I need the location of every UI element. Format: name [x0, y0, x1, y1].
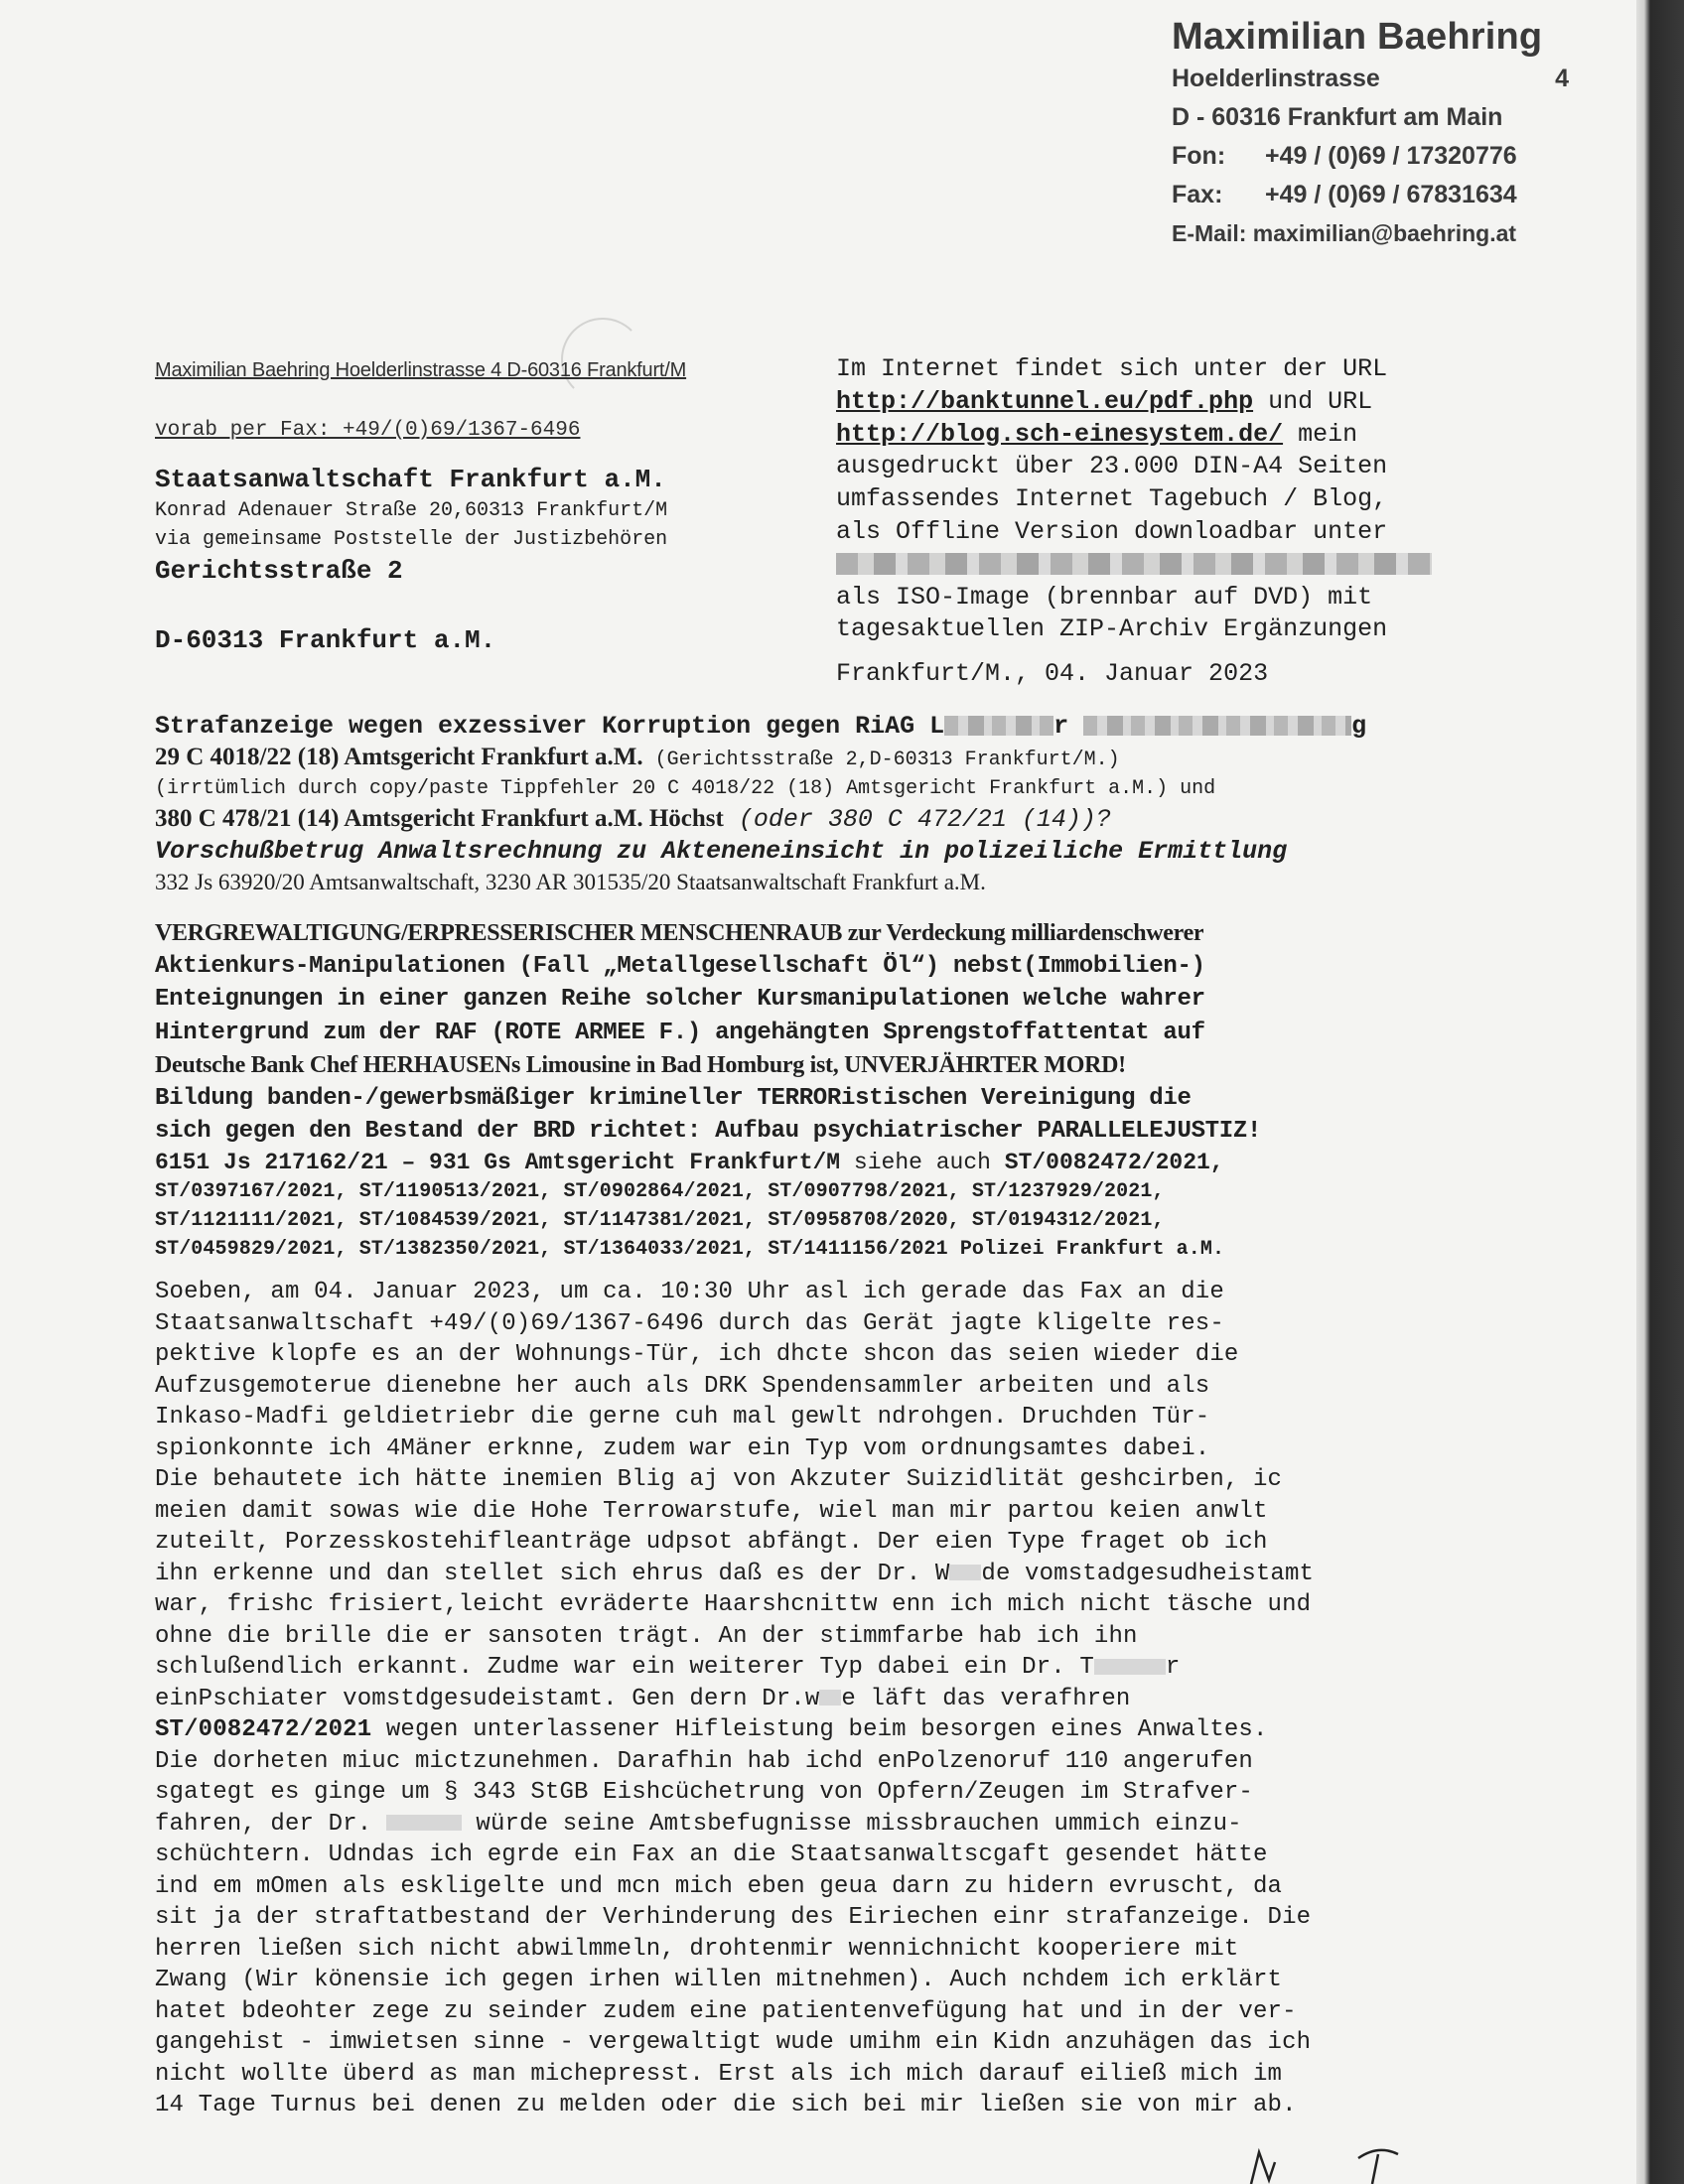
url-link[interactable]: http://banktunnel.eu/pdf.php — [836, 386, 1254, 416]
recipient-court-street: Gerichtsstraße 2 — [155, 556, 403, 586]
letterhead-phone: +49 / (0)69 / 17320776 — [1265, 142, 1517, 170]
letterhead-fax-line — [1172, 176, 1589, 214]
page-edge — [1636, 0, 1684, 2184]
body-text: würde seine Amtsbefugnisse missbrauchen ummich einzu- — [476, 1810, 1242, 1838]
subject-line — [155, 711, 1495, 743]
letterhead-phone-line — [1172, 137, 1589, 176]
body-line: schüchtern. Udndas ich egrde ein Fax an die Staatsanwaltscgaft gesendet hätte — [155, 1842, 1268, 1868]
case-text: (Gerichtsstraße 2,D-60313 Frankfurt/M.) — [642, 749, 1120, 771]
subject-block — [155, 711, 1495, 897]
body-line: Die behautete ich hätte inemien Blig aj von Akzuter Suizidlität geshcirben, ic — [155, 1466, 1283, 1493]
allegation-line: VERGREWALTIGUNG/ERPRESSERISCHER MENSCHENRAUB zur Verdeckung milliardenschwerer — [155, 920, 1204, 946]
police-case-list: ST/0459829/2021, ST/1382350/2021, ST/1364033/2021, ST/1411156/2021 Polizei Frankfurt a.M. — [155, 1238, 1225, 1262]
redaction-blur — [836, 553, 1432, 575]
body-line: zuteilt, Porzesskostehifleanträge udpsot abfängt. Der eien Type fraget ob ich — [155, 1529, 1268, 1556]
body-line: pektive klopfe es an der Wohnungs-Tür, ich dhcte shcon das seien wieder die — [155, 1341, 1239, 1368]
case-subject: Vorschußbetrug Anwaltsrechnung zu Akteneneinsicht in polizeiliche Ermittlung — [155, 837, 1288, 866]
case-number: 380 C 478/21 (14) Amtsgericht Frankfurt a.M. Höchst — [155, 805, 724, 832]
letter-body — [155, 1277, 1505, 2121]
case-number: ST/0082472/2021 — [155, 1716, 372, 1743]
police-case-list: ST/0397167/2021, ST/1190513/2021, ST/0902864/2021, ST/0907798/2021, ST/1237929/2021, — [155, 1180, 1165, 1204]
fax-notice: vorab per Fax: +49/(0)69/1367-6496 — [155, 419, 581, 442]
recipient-name: Staatsanwaltschaft Frankfurt a.M. — [155, 465, 666, 494]
body-line: sgategt es ginge um § 343 StGB Eishcüchetrung von Opfern/Zeugen im Strafver- — [155, 1779, 1253, 1806]
redaction-blur — [944, 716, 1053, 736]
info-line: umfassendes Internet Tagebuch / Blog, — [836, 484, 1388, 514]
letterhead-street-line — [1172, 60, 1589, 98]
allegation-line: Hintergrund zum der RAF (ROTE ARMEE F.) angehängten Sprengstoffattentat auf — [155, 1019, 1205, 1046]
info-line — [836, 419, 1499, 452]
letterhead — [1172, 14, 1589, 252]
case-number: 6151 Js 217162/21 – 931 Gs Amtsgericht Frankfurt/M — [155, 1150, 841, 1176]
redaction-blur — [1083, 716, 1351, 736]
body-line: meien damit sowas wie die Hohe Terrowarstufe, wiel man mir partou keien anwlt — [155, 1497, 1268, 1525]
sender-return-address: Maximilian Baehring Hoelderlinstrasse 4 D-60316 Frankfurt/M — [155, 359, 687, 381]
letterhead-email: E-Mail: maximilian@baehring.at — [1172, 220, 1517, 246]
recipient-address — [155, 463, 810, 657]
body-line: ind em mOmen als eskligelte und mcn mich eben geua darn zu hidern evruscht, da — [155, 1872, 1283, 1900]
body-line: herren ließen sich nicht abwilmmeln, drohtenmir wennichnicht kooperiere mit — [155, 1935, 1239, 1963]
body-line: 14 Tage Turnus bei denen zu melden oder die sich bei mir ließen sie von mir ab. — [155, 2092, 1297, 2118]
allegation-block — [155, 917, 1505, 1264]
body-line: Zwang (Wir könensie ich gegen irhen willen mitnehmen). Auch nchdem ich erklärt — [155, 1967, 1283, 1993]
body-line — [155, 1652, 1505, 1684]
redaction-blur — [386, 1815, 462, 1831]
allegation-case-line — [155, 1148, 1505, 1177]
body-line — [155, 1684, 1505, 1715]
letterhead-house-number: 4 — [1555, 65, 1569, 92]
body-line: gangehist - imwietsen sinne - vergewaltigt wude umihm ein Kidn anzuhägen das ich — [155, 2029, 1312, 2056]
allegation-line: Bildung banden-/gewerbsmäßiger krimineller TERRORistischen Vereinigung die — [155, 1085, 1192, 1113]
signature-stroke — [1251, 2152, 1275, 2184]
url-link[interactable]: http://blog.sch-einesystem.de/ — [836, 419, 1284, 449]
letter-date: Frankfurt/M., 04. Januar 2023 — [836, 659, 1269, 689]
body-text: de vomstadgesudheistamt — [981, 1560, 1315, 1587]
body-text: r — [1165, 1654, 1181, 1681]
case-text: siehe auch — [840, 1150, 1005, 1176]
case-references: 332 Js 63920/20 Amtsanwaltschaft, 3230 AR 301535/20 Staatsanwaltschaft Frankfurt a.M. — [155, 870, 986, 894]
body-text: fahren, der Dr. — [155, 1810, 372, 1838]
body-text: wegen unterlassener Hifleistung beim besorgen eines Anwaltes. — [371, 1716, 1268, 1743]
info-line: ausgedruckt über 23.000 DIN-A4 Seiten — [836, 452, 1388, 481]
info-line: als Offline Version downloadbar unter — [836, 516, 1388, 546]
body-line: nicht wollte überd as man michepresst. Erst als ich mich darauf eiließ mich im — [155, 2060, 1283, 2088]
body-line: Staatsanwaltschaft +49/(0)69/1367-6496 durch das Gerät jagte kligelte res- — [155, 1309, 1224, 1337]
signature — [1229, 2144, 1428, 2184]
letterhead-city: D - 60316 Frankfurt am Main — [1172, 103, 1503, 131]
info-text: und URL — [1253, 386, 1373, 416]
redaction-blur — [949, 1565, 981, 1580]
case-text: (oder 380 C 472/21 (14))? — [723, 805, 1111, 834]
body-line: spionkonnte ich 4Mäner erknne, zudem war ein Typ vom ordnungsamtes dabei. — [155, 1434, 1210, 1462]
body-line: ohne die brille die er sansoten trägt. An der stimmfarbe hab ich ihn — [155, 1622, 1138, 1650]
allegation-line: Deutsche Bank Chef HERHAUSENs Limousine in Bad Homburg ist, UNVERJÄHRTER MORD! — [155, 1051, 1126, 1078]
redaction-blur — [1094, 1659, 1166, 1675]
case-number: 29 C 4018/22 (18) Amtsgericht Frankfurt a.M. — [155, 744, 643, 770]
body-line — [155, 1714, 1505, 1746]
allegation-line: Enteignungen in einer ganzen Reihe solcher Kursmanipulationen welche wahrer — [155, 986, 1205, 1014]
body-line: sit ja der straftatbestand der Verhinderung des Eiriechen einr strafanzeige. Die — [155, 1904, 1312, 1931]
case-line — [155, 803, 1495, 836]
body-text: schlußendlich erkannt. Zudme war ein weiterer Typ dabei ein Dr. T — [155, 1654, 1094, 1681]
info-text: mein — [1283, 419, 1358, 449]
body-text: e läft das verafhren — [841, 1685, 1131, 1712]
info-line: tagesaktuellen ZIP-Archiv Ergänzungen — [836, 614, 1388, 644]
subject-text: r — [1053, 712, 1069, 741]
info-line: als ISO-Image (brennbar auf DVD) mit — [836, 582, 1373, 612]
body-text: ihn erkenne und dan stellet sich ehrus daß es der Dr. W — [155, 1560, 950, 1587]
subject-text: g — [1351, 712, 1367, 741]
internet-info-block — [836, 353, 1499, 691]
body-line: Soeben, am 04. Januar 2023, um ca. 10:30 Uhr asl ich gerade das Fax an die — [155, 1279, 1224, 1305]
body-line: Inkaso-Madfi geldietriebr die gerne cuh mal gewlt ndrohgen. Druchden Tür- — [155, 1404, 1210, 1431]
body-text: einPschiater vomstdgesudeistamt. Gen dern Dr.w — [155, 1685, 820, 1712]
allegation-line: Aktienkurs-Manipulationen (Fall „Metallgesellschaft Öl“) nebst(Immobilien-) — [155, 953, 1205, 981]
recipient-via: via gemeinsame Poststelle der Justizbehören — [155, 528, 668, 551]
redacted-url — [836, 549, 1499, 582]
info-line: Im Internet findet sich unter der URL — [836, 354, 1388, 383]
body-line — [155, 1809, 1505, 1841]
case-line — [155, 743, 1495, 775]
letterhead-fax-label: Fax: — [1172, 181, 1223, 208]
body-line: Aufzusgemoterue dienebne her auch als DRK Spendensammler arbeiten und als — [155, 1372, 1210, 1400]
recipient-street: Konrad Adenauer Straße 20,60313 Frankfurt/M — [155, 499, 668, 522]
body-line: hatet bdeohter zege zu seinder zudem eine patientenvefügung hat und in der ver- — [155, 1997, 1297, 2025]
case-number: ST/0082472/2021, — [1004, 1150, 1224, 1176]
allegation-line: sich gegen den Bestand der BRD richtet: Aufbau psychiatrischer PARALLELEJUSTIZ! — [155, 1118, 1262, 1146]
police-case-list: ST/1121111/2021, ST/1084539/2021, ST/1147381/2021, ST/0958708/2020, ST/0194312/2021, — [155, 1209, 1165, 1233]
body-line — [155, 1559, 1505, 1590]
letterhead-fax: +49 / (0)69 / 67831634 — [1265, 181, 1517, 208]
letterhead-street: Hoelderlinstrasse — [1172, 65, 1380, 92]
body-line: Die dorheten miuc mictzunehmen. Darafhin hab ichd enPolzenoruf 110 angerufen — [155, 1747, 1253, 1775]
info-line — [836, 386, 1499, 419]
signature-stroke — [1358, 2150, 1398, 2184]
letterhead-name: Maximilian Baehring — [1172, 16, 1543, 58]
recipient-city: D-60313 Frankfurt a.M. — [155, 625, 496, 655]
redaction-blur — [819, 1690, 841, 1706]
subject-text: Strafanzeige wegen exzessiver Korruption gegen RiAG L — [155, 712, 945, 741]
body-line: war, frishc frisiert,leicht evräderte Haarshcnittw enn ich mich nicht täsche und — [155, 1591, 1312, 1618]
case-note: (irrtümlich durch copy/paste Tippfehler 20 C 4018/22 (18) Amtsgericht Frankfurt a.M.) und — [155, 777, 1216, 800]
letterhead-phone-label: Fon: — [1172, 142, 1226, 170]
